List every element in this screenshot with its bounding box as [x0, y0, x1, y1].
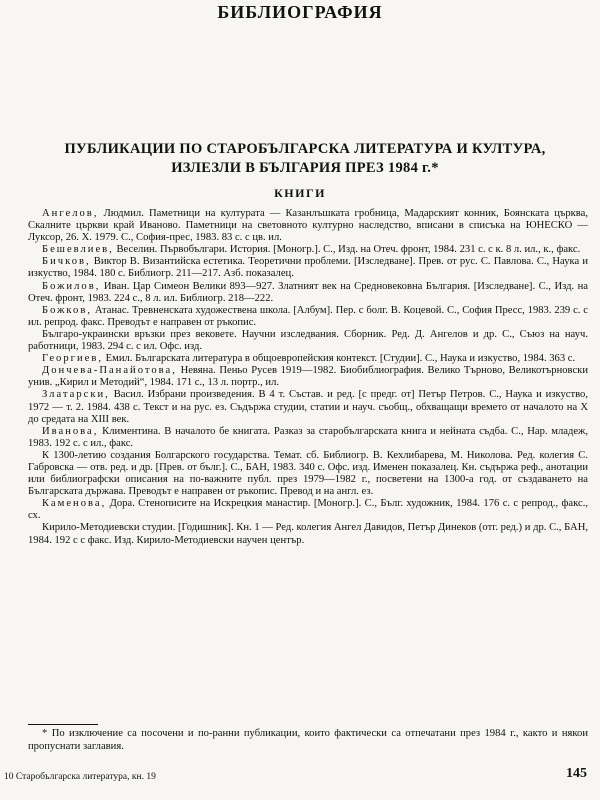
bibliography-list [28, 208, 588, 547]
entry-author: Божилов, [42, 280, 101, 292]
entry-author: Бичков, [42, 256, 91, 268]
bibliography-entry [28, 522, 588, 546]
entry-author: Бешевлиев, [42, 244, 114, 256]
bibliography-entry [28, 208, 588, 244]
bibliography-entry [28, 450, 588, 498]
entry-author: Иванова, [42, 425, 99, 437]
entry-text: Людмил. Паметници на културата — Казанлъшката гробница, Мадарският конник, Боянската църква, Скалните църкви край Иваново. Паметници на световното културно наследство, вписани в списъка на ЮНЕСКО — Луксор, 26. X. 1979. С., София-прес, 1983. 83 с. с цв. ил. [28, 208, 588, 244]
bibliography-entry [28, 389, 588, 425]
entry-author: Георгиев, [42, 353, 103, 365]
bibliography-entry [28, 281, 588, 305]
entry-author: Божков, [42, 304, 92, 316]
bibliography-entry [28, 256, 588, 280]
bibliography-entry [28, 353, 588, 365]
entry-text: Иван. Цар Симеон Велики 893—927. Златният век на Средновековна България. [Изследване]. С., Изд. на Отеч. фронт, 1983. 224 с., 8 л. ил. Библиогр. 218—222. [28, 280, 588, 304]
entry-text: Виктор В. Византийска естетика. Теоретични проблеми. [Изследване]. Прев. от рус. С. Павлова. С., Наука и изкуство, 1984. 180 с. Библиогр. 211—217. Азб. показалец. [28, 256, 588, 280]
article-title [20, 140, 590, 178]
section-heading: КНИГИ [274, 186, 326, 200]
entry-text: Българо-украински връзки през вековете. Научни изследвания. Сборник. Ред. Д. Ангелов и др. С., Съюз на науч. работници, 1983. 294 с. с ил. Офс. изд. [28, 328, 588, 353]
entry-text: Васил. Избрани произведения. В 4 т. Състав. и ред. [с предг. от] Петър Петров. С., Наука и изкуство, 1972 — т. 2. 1984. 438 с. Текст и на рус. ез. Съдържа студии, статии и науч. съобщ., обхващащи времето от началото на X до средата на XIII век. [28, 389, 588, 425]
entry-text: Емил. Българската литература в общоевропейския контекст. [Студии]. С., Наука и изкуство, 1984. 363 с. [105, 353, 576, 365]
running-header: БИБЛИОГРАФИЯ [217, 2, 383, 22]
bibliography-entry [28, 305, 588, 329]
article-title-line-1: ПУБЛИКАЦИИ ПО СТАРОБЪЛГАРСКА ЛИТЕРАТУРА И КУЛТУРА, [64, 141, 546, 157]
bibliography-entry [28, 426, 588, 450]
entry-text: Кирило-Методиевски студии. [Годишник]. Кн. 1 — Ред. колегия Ангел Давидов, Петър Динеков (отг. ред.) и др. С., БАН, 1984. 192 с с факс. Изд. Кирило-Методиевски научен център. [28, 522, 588, 546]
footnote-divider [28, 724, 98, 725]
entry-text: Дора. Стенописите на Искрецкия манастир. [Моногр.]. С., Бълг. художник, 1984. 176 с. с репрод., факс., сх. [28, 498, 588, 522]
bibliography-entry [28, 244, 588, 256]
entry-text: Атанас. Тревненската художествена школа. [Албум]. Пер. с болг. В. Коцевой. С., София Пресс, 1983. 239 с. с ил. репрод. факс. Преводът е направен от ръкопис. [28, 304, 588, 328]
entry-text: Климентина. В началото бе книгата. Разказ за старобългарската книга и нейната съдба. С., Нар. младеж, 1983. 192 с. с ил., факс. [28, 425, 589, 449]
entry-author: Златарски, [42, 389, 110, 401]
entry-text: Веселин. Първобългари. История. [Моногр.]. С., Изд. на Отеч. фронт, 1984. 231 с. с к. 8 л. ил., к., факс. [116, 244, 581, 256]
entry-text: Невяна. Пеньо Русев 1919—1982. Биобиблиография. Велико Търново, Великотърновски унив. „Кирил и Методий“, 1984. 171 с., 13 л. портр., ил. [28, 365, 588, 389]
bibliography-entry [28, 329, 588, 353]
entry-author: Ангелов, [42, 208, 99, 219]
footnote: * По изключение са посочени и по-ранни публикации, които фактически са отпечатани през 1984 г., както и някои пропуснати заглавия. [28, 728, 588, 752]
entry-author: Каменова, [42, 498, 107, 510]
page-number: 145 [566, 766, 587, 781]
article-title-line-2: ИЗЛЕЗЛИ В БЪЛГАРИЯ ПРЕЗ 1984 г.* [171, 160, 439, 176]
entry-text: К 1300-летию создания Болгарского государства. Темат. сб. Библиогр. В. Кехлибарева, М. Николова. Ред. колегия С. Габровска — отв. ред. и др. [Прев. от бълг.]. С., БАН, 1983. 340 с. Офс. изд. Именен показалец. Кн. съдържа реф., анотации или библиографски описания на по-важните публ. през 1979—1982 г., посветени на 1300-а год. от създаването на Българската държава. Преводът е направен от ръкопис. Превод и на англ. ез. [28, 449, 588, 498]
signature-mark: 10 Старобългарска литература, кн. 19 [4, 772, 156, 782]
bibliography-entry [28, 498, 588, 522]
entry-author: Дончева-Панайотова, [42, 365, 177, 377]
bibliography-entry [28, 365, 588, 389]
